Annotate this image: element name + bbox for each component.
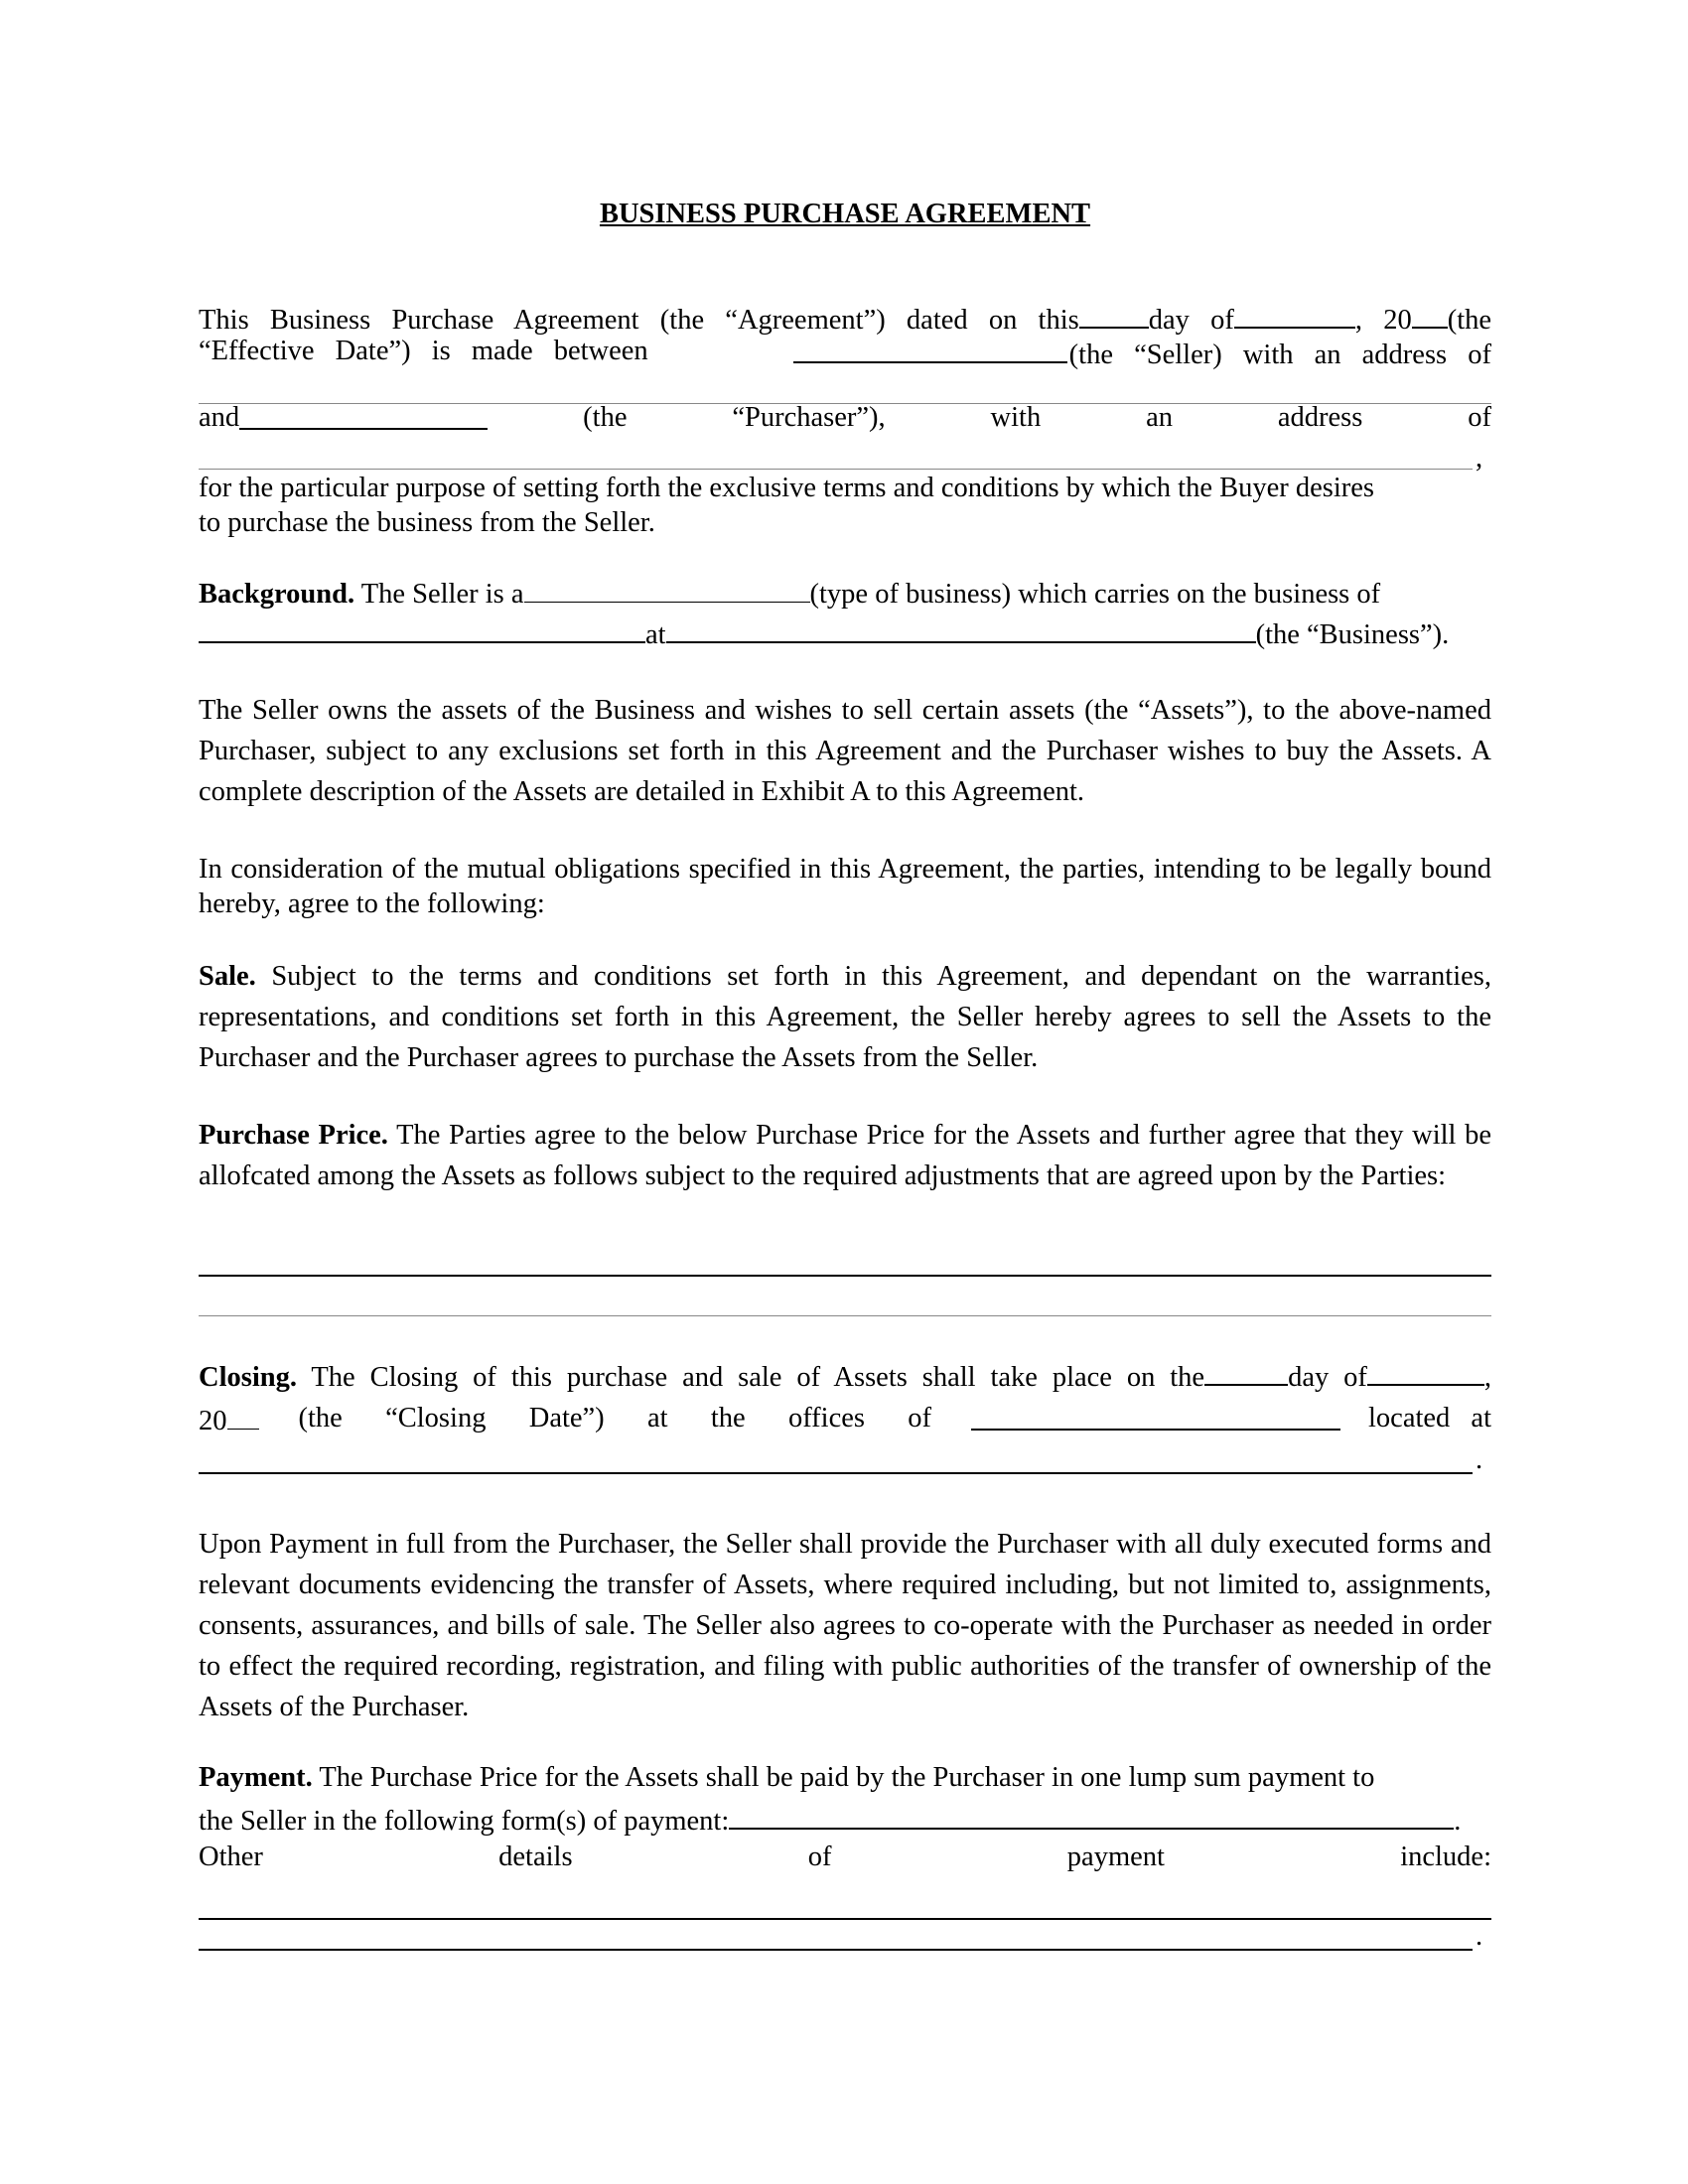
year-blank[interactable] — [1412, 301, 1448, 329]
closing-text: (the “Closing Date”) at the offices of — [298, 1403, 932, 1433]
period: . — [1476, 1444, 1483, 1475]
seller-name-blank[interactable] — [793, 336, 1067, 363]
payment-text: the Seller in the following form(s) of payment: — [199, 1806, 730, 1837]
background-text: (the “Business”). — [1255, 619, 1450, 650]
background-heading: Background. — [199, 579, 355, 610]
intro-line-3 — [199, 402, 1491, 434]
intro-line-5: for the particular purpose of setting forth the exclusive terms and conditions by which the Buyer desires — [199, 473, 1375, 503]
closing-heading: Closing. — [199, 1362, 297, 1393]
intro-text: (the “Purchaser”), with an address of — [583, 402, 1491, 433]
purchase-price-line-2[interactable] — [199, 1315, 1491, 1316]
sale-text: Subject to the terms and conditions set forth in this Agreement, and dependant on the warranties, representations, and conditions set forth in this Agreement, the Seller hereby agrees to sell the Assets to the Purchaser and the Purchaser agrees to purchase the Assets from the Seller. — [199, 961, 1491, 1073]
business-activity-blank[interactable] — [199, 615, 645, 643]
closing-line-1 — [199, 1358, 1491, 1394]
payment-details-line-1[interactable] — [199, 1918, 1491, 1920]
payment-line-3: Other details of payment include: — [199, 1842, 1491, 1872]
closing-text: The Closing of this purchase and sale of Assets shall take place on the — [297, 1362, 1205, 1393]
intro-line-6: to purchase the business from the Seller. — [199, 507, 655, 538]
assets-paragraph: The Seller owns the assets of the Business and wishes to sell certain assets (the “Assets”), to the above-named Purchaser, subject to any exclusions set forth in this Agreement and the Purchaser wishes to buy the Assets. A complete description of the Assets are detailed in Exhibit A to this Agreement. — [199, 695, 1491, 807]
closing-location-line[interactable] — [199, 1472, 1473, 1474]
sale-heading: Sale. — [199, 961, 256, 992]
payment-line-1 — [199, 1762, 1491, 1794]
intro-text: , 20 — [1354, 305, 1412, 336]
background-line-1 — [199, 576, 1491, 611]
closing-text: located at — [1368, 1403, 1491, 1433]
closing-text: day of — [1288, 1362, 1367, 1393]
background-text: at — [645, 619, 666, 650]
payment-form-blank[interactable] — [729, 1802, 1454, 1830]
payment-text: The Purchase Price for the Assets shall be paid by the Purchaser in one lump sum payment to — [312, 1762, 1375, 1793]
sale-paragraph — [199, 956, 1491, 1078]
day-blank[interactable] — [1079, 301, 1149, 329]
document-title: BUSINESS PURCHASE AGREEMENT — [599, 199, 1091, 229]
payment-text: . — [1454, 1806, 1462, 1837]
month-blank[interactable] — [1234, 301, 1355, 329]
payment-details-line-2[interactable] — [199, 1949, 1473, 1951]
intro-text: This Business Purchase Agreement (the “Agreement”) dated on this — [199, 305, 1079, 336]
comma: , — [1476, 443, 1483, 474]
business-location-blank[interactable] — [666, 615, 1256, 643]
purchaser-name-blank[interactable] — [239, 402, 488, 430]
business-type-blank[interactable] — [524, 576, 810, 603]
intro-line-1 — [199, 301, 1491, 337]
intro-line-2 — [199, 336, 1491, 371]
purchaser-address-line[interactable] — [199, 469, 1473, 470]
purchase-price-text: The Parties agree to the below Purchase Price for the Assets and further agree that they will be allofcated among the Assets as follows subject to the required adjustments that are agreed upon by the Parties: — [199, 1120, 1491, 1191]
closing-office-blank[interactable] — [971, 1403, 1340, 1431]
closing-day-blank[interactable] — [1204, 1358, 1288, 1386]
intro-text: “Effective Date”) is made between — [199, 336, 648, 366]
closing-year-blank[interactable] — [227, 1403, 259, 1430]
intro-text: day of — [1148, 305, 1234, 336]
background-line-2 — [199, 615, 1491, 651]
intro-text: (the “Seller) with an address of — [1068, 340, 1491, 370]
background-text: (type of business) which carries on the business of — [809, 579, 1381, 610]
background-text: The Seller is a — [354, 579, 524, 610]
closing-month-blank[interactable] — [1367, 1358, 1484, 1386]
purchase-price-heading: Purchase Price. — [199, 1120, 388, 1151]
consideration-paragraph: In consideration of the mutual obligations specified in this Agreement, the parties, intending to be legally bound hereby, agree to the following: — [199, 854, 1491, 919]
intro-text: and — [199, 402, 240, 433]
closing-text: 20 — [199, 1406, 227, 1436]
period: . — [1476, 1921, 1483, 1952]
closing-line-2 — [199, 1403, 1491, 1437]
intro-text: (the — [1447, 305, 1492, 336]
payment-heading: Payment. — [199, 1762, 313, 1793]
purchase-price-paragraph — [199, 1115, 1491, 1196]
closing-text: , — [1483, 1362, 1491, 1393]
purchase-price-line-1[interactable] — [199, 1275, 1491, 1277]
delivery-paragraph: Upon Payment in full from the Purchaser, the Seller shall provide the Purchaser with all duly executed forms and relevant documents evidencing the transfer of Assets, where required including, but not limited to, assignments, consents, assurances, and bills of sale. The Seller also agrees to co-operate with the Purchaser as needed in order to effect the required recording, registration, and filing with public authorities of the transfer of ownership of the Assets of the Purchaser. — [199, 1529, 1491, 1722]
payment-line-2 — [199, 1802, 1491, 1838]
